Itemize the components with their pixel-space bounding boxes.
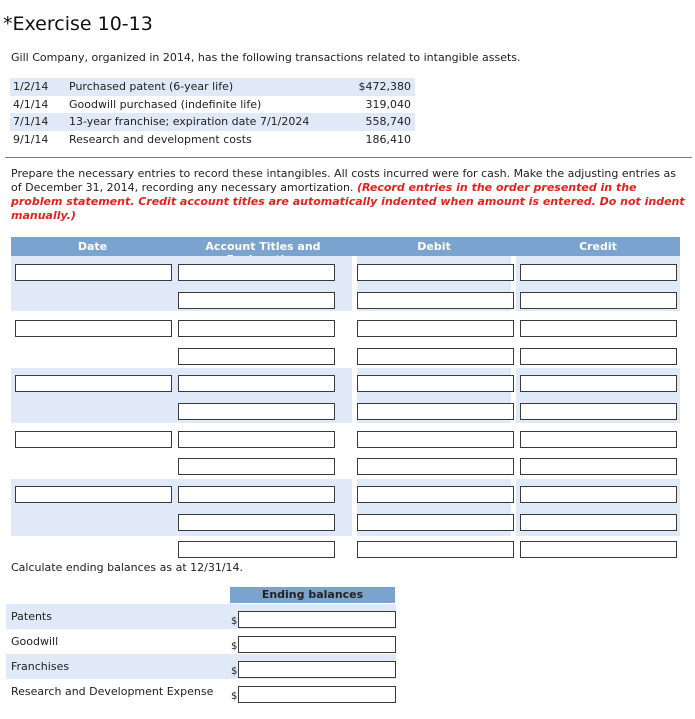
account-column-header: Account Titles and xyxy=(205,240,321,253)
tx-date: 1/2/14 xyxy=(10,78,66,96)
credit-input[interactable] xyxy=(520,292,677,309)
debit-input[interactable] xyxy=(357,514,514,531)
date-input[interactable] xyxy=(15,375,172,392)
dollar-sign: $ xyxy=(231,616,238,627)
date-input[interactable] xyxy=(15,431,172,448)
debit-input[interactable] xyxy=(357,458,514,475)
account-title-input[interactable] xyxy=(178,514,335,531)
account-title-input[interactable] xyxy=(178,264,335,281)
tx-date: 9/1/14 xyxy=(13,132,49,146)
table-row xyxy=(10,131,415,149)
debit-input[interactable] xyxy=(357,486,514,503)
debit-input[interactable] xyxy=(357,431,514,448)
tx-amount: $472,380 xyxy=(347,78,415,96)
ending-balances-prompt: Calculate ending balances as at 12/31/14. xyxy=(11,561,244,574)
ending-balance-row xyxy=(6,679,396,704)
ending-balance-row xyxy=(6,604,396,629)
transactions-table xyxy=(10,78,415,148)
debit-input[interactable] xyxy=(357,292,514,309)
tx-description: Research and development costs xyxy=(69,132,252,146)
credit-input[interactable] xyxy=(520,264,677,281)
ending-balance-label: Franchises xyxy=(11,660,70,673)
tx-date: 7/1/14 xyxy=(10,113,66,131)
debit-column-header: Debit xyxy=(417,240,451,253)
credit-input[interactable] xyxy=(520,514,677,531)
table-row xyxy=(10,96,415,114)
ending-balance-label: Research and Development Expense xyxy=(11,685,214,698)
account-title-input[interactable] xyxy=(178,292,335,309)
tx-description: Goodwill purchased (indefinite life) xyxy=(69,97,262,111)
account-title-input[interactable] xyxy=(178,375,335,392)
ending-balance-row xyxy=(6,654,396,679)
account-title-input[interactable] xyxy=(178,320,335,337)
tx-description: 13-year franchise; expiration date 7/1/2024 xyxy=(66,113,347,131)
goodwill-ending-balance-input[interactable] xyxy=(238,636,396,653)
credit-input[interactable] xyxy=(520,541,677,558)
account-title-input[interactable] xyxy=(178,486,335,503)
date-column-header: Date xyxy=(77,240,108,253)
tx-amount: 186,410 xyxy=(365,132,411,146)
debit-input[interactable] xyxy=(357,264,514,281)
account-title-input[interactable] xyxy=(178,541,335,558)
divider xyxy=(5,157,692,158)
dollar-sign: $ xyxy=(231,666,238,677)
account-title-input[interactable] xyxy=(178,348,335,365)
debit-input[interactable] xyxy=(357,403,514,420)
tx-amount: 558,740 xyxy=(347,113,415,131)
debit-input[interactable] xyxy=(357,541,514,558)
credit-input[interactable] xyxy=(520,458,677,475)
instructions-note: (Record entries in the order presented in the problem statement. Credit account titles are automatically indented when amount is entered. Do not indent manually.) xyxy=(11,181,685,222)
credit-input[interactable] xyxy=(520,348,677,365)
journal-header xyxy=(11,237,680,256)
franchises-ending-balance-input[interactable] xyxy=(238,661,396,678)
credit-input[interactable] xyxy=(520,431,677,448)
credit-input[interactable] xyxy=(520,486,677,503)
credit-input[interactable] xyxy=(520,403,677,420)
rd-expense-ending-balance-input[interactable] xyxy=(238,686,396,703)
tx-amount: 319,040 xyxy=(365,97,411,111)
account-title-input[interactable] xyxy=(178,431,335,448)
intro-text: Gill Company, organized in 2014, has the following transactions related to intangible assets. xyxy=(11,51,521,64)
date-input[interactable] xyxy=(15,320,172,337)
tx-date: 4/1/14 xyxy=(13,97,49,111)
date-input[interactable] xyxy=(15,486,172,503)
table-row xyxy=(10,78,415,96)
ending-balance-label: Patents xyxy=(11,610,52,623)
instructions xyxy=(11,167,687,223)
ending-balance-label: Goodwill xyxy=(11,635,59,648)
ending-balance-row xyxy=(6,629,396,654)
date-input[interactable] xyxy=(15,264,172,281)
account-title-input[interactable] xyxy=(178,458,335,475)
ending-balances-header: Ending balances xyxy=(230,587,395,603)
table-row xyxy=(10,113,415,131)
dollar-sign: $ xyxy=(231,691,238,702)
debit-input[interactable] xyxy=(357,375,514,392)
patents-ending-balance-input[interactable] xyxy=(238,611,396,628)
debit-input[interactable] xyxy=(357,348,514,365)
page-title: *Exercise 10-13 xyxy=(3,13,153,35)
credit-column-header: Credit xyxy=(579,240,617,253)
dollar-sign: $ xyxy=(231,641,238,652)
account-title-input[interactable] xyxy=(178,403,335,420)
tx-description: Purchased patent (6-year life) xyxy=(66,78,347,96)
credit-input[interactable] xyxy=(520,320,677,337)
instructions-text: Prepare the necessary entries to record these intangibles. All costs incurred were for cash. Make the adjusting entries as of December 31, 2014, recording any necessary amortization. xyxy=(11,167,676,194)
debit-input[interactable] xyxy=(357,320,514,337)
credit-input[interactable] xyxy=(520,375,677,392)
